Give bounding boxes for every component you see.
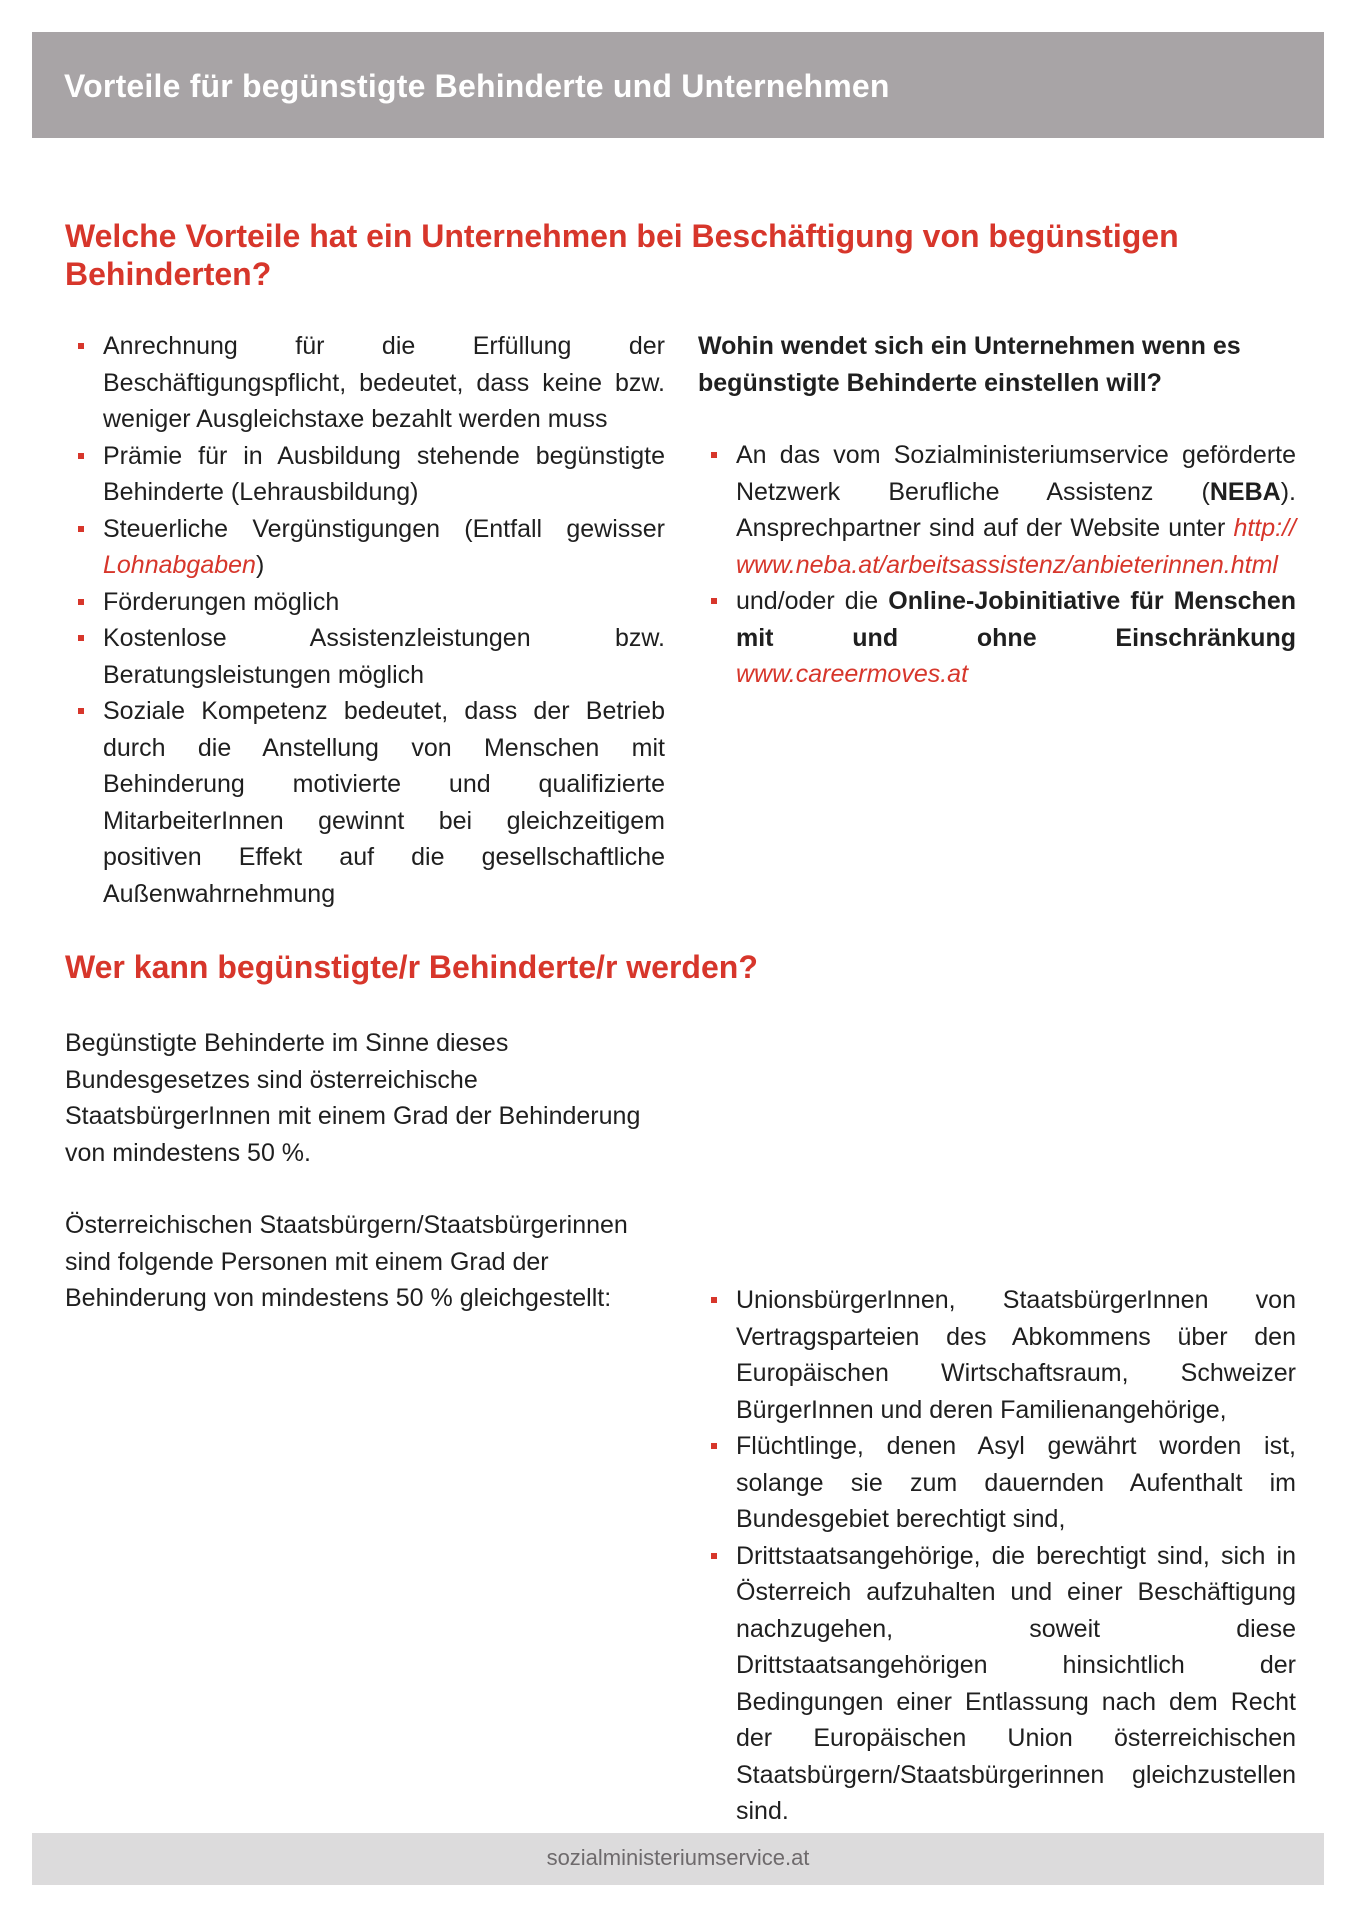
advantages-column [65,328,665,912]
equal-status-column [698,1282,1296,1830]
bullet-marker-icon [78,526,84,532]
bullet-marker-icon [711,1443,717,1449]
contact-column [698,328,1296,693]
careermoves-link[interactable]: www.careermoves.at [736,660,969,688]
bullet-marker-icon [711,598,717,604]
bullet-marker-icon [78,635,84,641]
bullet-marker-icon [711,1297,717,1303]
list-item: Drittstaatsangehörige, die berechtigt sind, sich in Österreich aufzuhalten und einer Beschäftigung nachzugehen, soweit diese Drittstaatsangehörigen hinsichtlich der Bedingungen einer Entlassung nach dem Recht der Europäischen Union österreichischen Staatsbürgern/Staatsbürgerinnen gleichzustellen sind. [698,1538,1296,1830]
lohnabgaben-link[interactable]: Lohnabgaben [103,551,256,579]
list-item: Kostenlose Assistenzleistungen bzw. Beratungsleistungen möglich [65,620,665,693]
list-item: Flüchtlinge, denen Asyl gewährt worden ist, solange sie zum dauernden Aufenthalt im Bundesgebiet berechtigt sind, [698,1428,1296,1538]
bullet-marker-icon [711,452,717,458]
bullet-marker-icon [78,453,84,459]
list-item: Anrechnung für die Erfüllung der Beschäftigungspflicht, bedeutet, dass keine bzw. weniger Ausgleichstaxe bezahlt werden muss [65,328,665,438]
list-item: und/oder die Online-Jobinitiative für Menschen mit und ohne Einschränkung www.careermoves.at [698,583,1296,693]
list-item: UnionsbürgerInnen, StaatsbürgerInnen von Vertragsparteien des Abkommens über den Europäischen Wirtschaftsraum, Schweizer BürgerInnen und deren Familienangehörige, [698,1282,1296,1428]
footer-url[interactable]: sozialministeriumservice.at [546,1845,810,1870]
header-bar [32,32,1324,138]
bullet-marker-icon [711,1553,717,1559]
section-title-advantages: Welche Vorteile hat ein Unternehmen bei Beschäftigung von begünstigen Behinderten? [65,218,1179,292]
section-title-eligibility: Wer kann begünstigte/r Behinderte/r werden? [65,949,758,985]
contact-list [698,437,1296,693]
eligibility-paragraph: Begünstigte Behinderte im Sinne dieses Bundesgesetzes sind österreichische StaatsbürgerInnen mit einem Grad der Behinderung von mindestens 50 %. [65,1029,641,1167]
neba-link[interactable]: http://www.neba.at/arbeitsassistenz/anbieterinnen.html [736,514,1296,579]
eligibility-text [65,1025,665,1317]
equal-status-list [698,1282,1296,1830]
contact-heading: Wohin wendet sich ein Unternehmen wenn es begünstigte Behinderte einstellen will? [698,332,1241,397]
footer-bar [32,1833,1324,1885]
list-item: Steuerliche Vergünstigungen (Entfall gewisser Lohnabgaben) [65,511,665,584]
page-title: Vorteile für begünstigte Behinderte und Unternehmen [64,68,890,104]
list-item: Soziale Kompetenz bedeutet, dass der Betrieb durch die Anstellung von Menschen mit Behinderung motivierte und qualifizierte MitarbeiterInnen gewinnt bei gleichzeitigem positiven Effekt auf die gesellschaftliche Außenwahrnehmung [65,693,665,912]
bullet-marker-icon [78,708,84,714]
list-item: Förderungen möglich [65,584,665,621]
advantages-list [65,328,665,912]
list-item: An das vom Sozialministeriumservice geförderte Netzwerk Berufliche Assistenz (NEBA). Ansprechpartner sind auf der Website unter http://www.neba.at/arbeitsassistenz/anbieterinnen.html [698,437,1296,583]
bullet-marker-icon [78,343,84,349]
bullet-marker-icon [78,599,84,605]
equal-status-paragraph: Österreichischen Staatsbürgern/Staatsbürgerinnen sind folgende Personen mit einem Grad der Behinderung von mindestens 50 % gleichgestellt: [65,1211,628,1312]
list-item: Prämie für in Ausbildung stehende begünstigte Behinderte (Lehrausbildung) [65,438,665,511]
